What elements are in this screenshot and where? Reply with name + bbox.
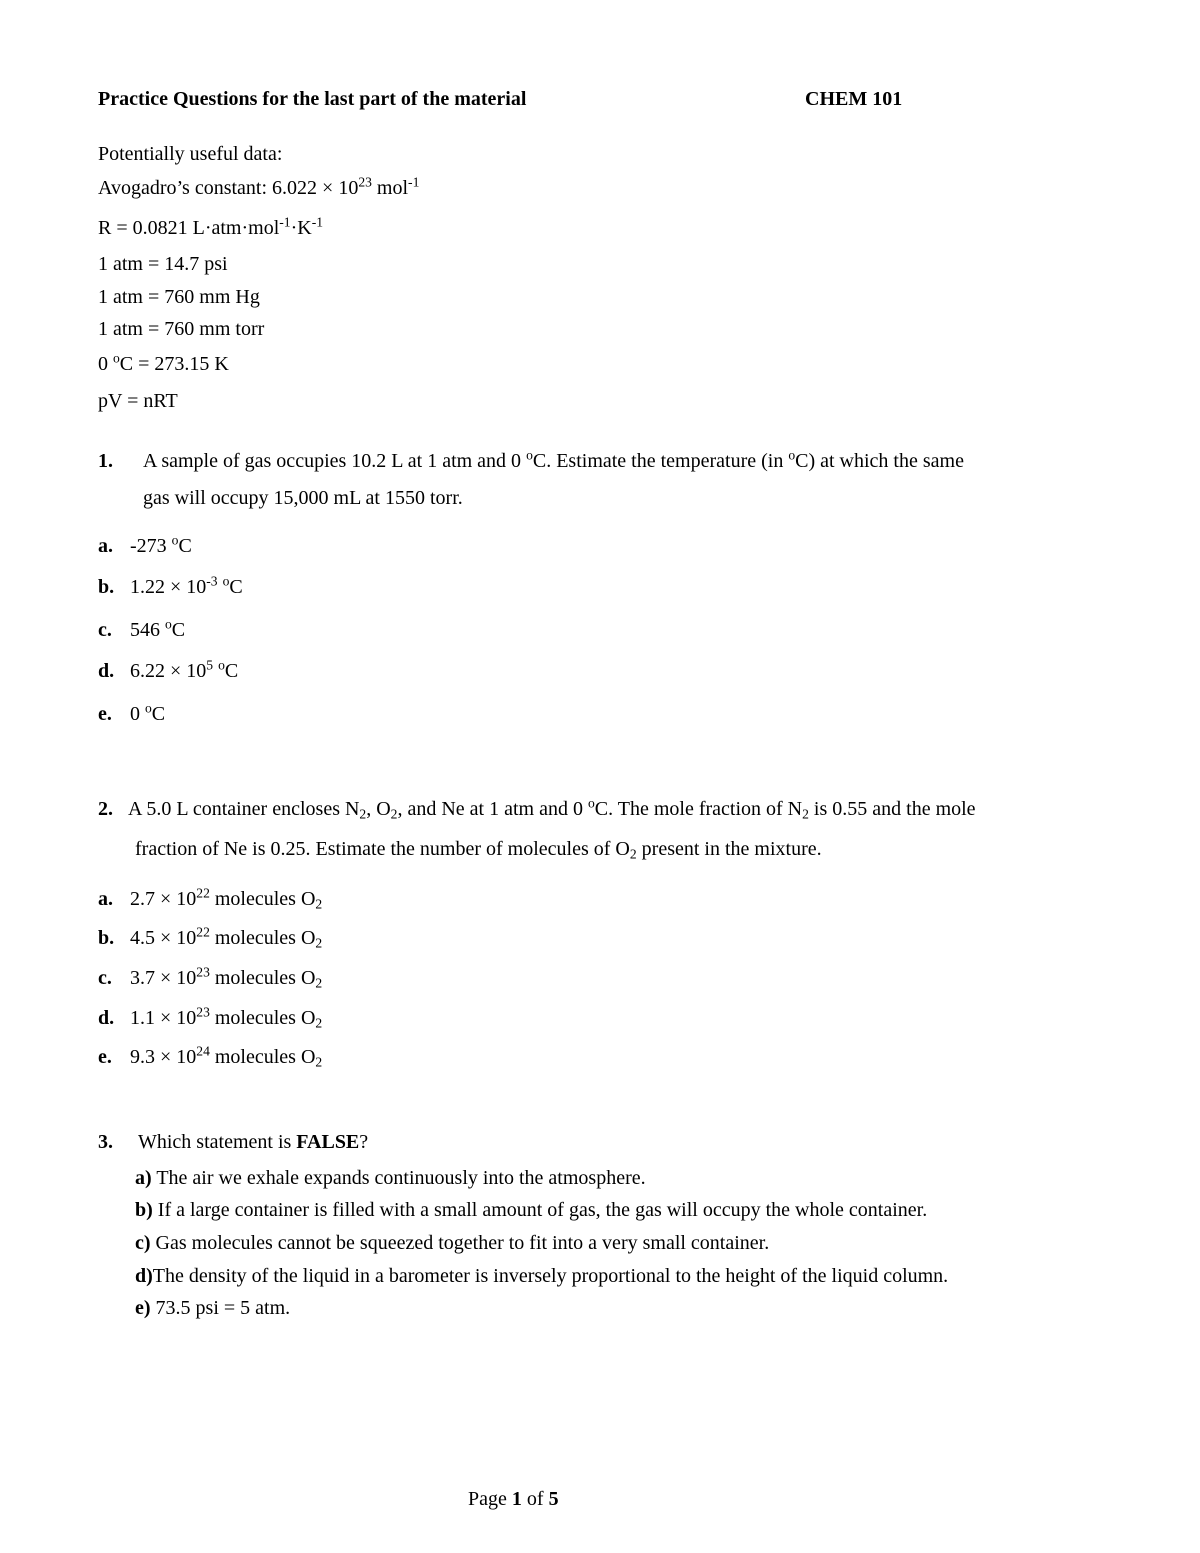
kelvin-conversion: 0 $^o$C = 273.15 K bbox=[98, 350, 229, 375]
question-1-option-b: b. $1.22 \times 10^{-3}$ $^o$C bbox=[98, 573, 243, 598]
question-2-option-e: e. $9.3 \times 10^{24}$ molecules $O_2$ bbox=[98, 1043, 323, 1070]
question-1-stem-line1: A sample of gas occupies 10.2 L at 1 atm and 0 $^o$C. Estimate the temperature (in $^o$C) at which the same bbox=[143, 447, 964, 472]
question-2-option-b: b. $4.5 \times 10^{22}$ molecules $O_2$ bbox=[98, 924, 323, 951]
question-1-stem-line2: gas will occupy 15,000 mL at 1550 torr. bbox=[143, 487, 463, 509]
question-1-option-d: d. $6.22 \times 10^5$ $^o$C bbox=[98, 657, 239, 682]
page-number: Page 1 of 5 bbox=[468, 1488, 559, 1510]
document-title: Practice Questions for the last part of the material bbox=[98, 88, 527, 110]
question-3-stem: Which statement is FALSE? bbox=[138, 1131, 369, 1153]
psi-conversion: 1 atm = 14.7 psi bbox=[98, 253, 228, 275]
torr-conversion: 1 atm = 760 mm torr bbox=[98, 318, 265, 340]
question-1-option-a: a. -273 $^o$C bbox=[98, 532, 192, 557]
question-3-option-b: b) If a large container is filled with a small amount of gas, the gas will occupy the whole container. bbox=[135, 1199, 928, 1221]
avogadro-constant: Avogadro’s constant: $6.022 \times 10^{23}$ mol$^{-1}$ bbox=[98, 174, 420, 199]
question-1-option-c: c. 546 $^o$C bbox=[98, 616, 186, 641]
question-3-number: 3. bbox=[98, 1131, 113, 1153]
question-1-number: 1. bbox=[98, 450, 113, 472]
question-2-number: 2. bbox=[98, 798, 113, 820]
question-3-option-c: c) Gas molecules cannot be squeezed together to fit into a very small container. bbox=[135, 1232, 770, 1254]
question-2-stem-line2: fraction of Ne is 0.25. Estimate the number of molecules of $O_2$ present in the mixture. bbox=[135, 838, 822, 862]
question-2-option-d: d. $1.1 \times 10^{23}$ molecules $O_2$ bbox=[98, 1004, 323, 1031]
gas-constant: R = 0.0821 $L\cdot atm\cdot mol^{-1}\cdot K^{-1}$ bbox=[98, 214, 324, 239]
question-2-stem-line1: A 5.0 L container encloses $N_2$, $O_2$, and Ne at 1 atm and 0 $^o$C. The mole fraction of $N_2$ is 0.55 and the mole bbox=[128, 795, 976, 822]
question-2-option-a: a. $2.7 \times 10^{22}$ molecules $O_2$ bbox=[98, 885, 323, 912]
question-2-option-c: c. $3.7 \times 10^{23}$ molecules $O_2$ bbox=[98, 964, 323, 991]
data-intro: Potentially useful data: bbox=[98, 143, 283, 165]
question-3-option-a: a) The air we exhale expands continuously into the atmosphere. bbox=[135, 1167, 646, 1189]
mmhg-conversion: 1 atm = 760 mm Hg bbox=[98, 286, 260, 308]
question-1-option-e: e. 0 $^o$C bbox=[98, 700, 166, 725]
course-code: CHEM 101 bbox=[805, 88, 903, 110]
question-3-option-d: d)The density of the liquid in a barometer is inversely proportional to the height of the liquid column. bbox=[135, 1265, 949, 1287]
question-3-option-e: e) 73.5 psi = 5 atm. bbox=[135, 1297, 291, 1319]
ideal-gas-law: pV = nRT bbox=[98, 390, 178, 412]
